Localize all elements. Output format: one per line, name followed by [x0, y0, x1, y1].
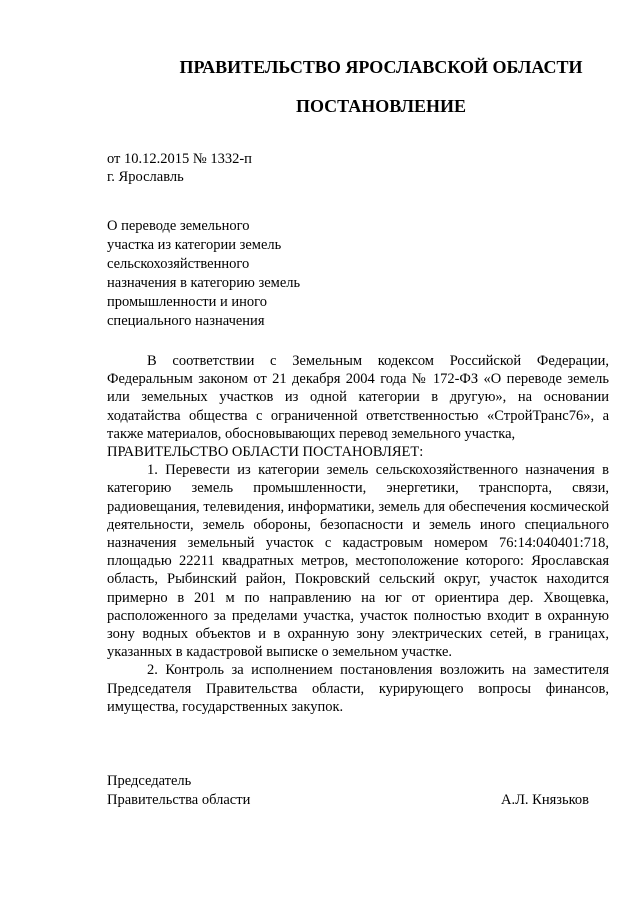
subject-line: О переводе земельного — [107, 218, 250, 234]
city: г. Ярославль — [107, 169, 184, 185]
signatory-title-line1: Председатель — [107, 773, 192, 789]
resolution-heading: ПРАВИТЕЛЬСТВО ОБЛАСТИ ПОСТАНОВЛЯЕТ: — [107, 444, 424, 461]
signatory-title-line2: Правительства области — [107, 792, 251, 808]
government-title: ПРАВИТЕЛЬСТВО ЯРОСЛАВСКОЙ ОБЛАСТИ — [179, 57, 583, 77]
document-body — [107, 352, 609, 716]
date-number: от 10.12.2015 № 1332-п — [107, 151, 252, 167]
subject-line: сельскохозяйственного — [107, 256, 250, 272]
signatory-name: А.Л. Князьков — [500, 792, 589, 808]
preamble-paragraph: В соответствии с Земельным кодексом Российской Федерации, Федеральным законом от 21 декабря 2004 года № 172-ФЗ «О переводе земель или земельных участков из одной категории в другую», на основании ходатайства общества с ограниченной ответственностью «СтройТранс76», а также материалов, обосновывающих перевод земельного участка, — [107, 353, 609, 442]
subject-block — [107, 217, 300, 331]
signature-block — [107, 772, 609, 810]
subject-line: промышленности и иного — [107, 294, 268, 310]
subject-line: назначения в категорию земель — [107, 275, 301, 291]
document-type-title: ПОСТАНОВЛЕНИЕ — [295, 96, 467, 116]
subject-line: специального назначения — [107, 313, 265, 329]
item-2-paragraph: 2. Контроль за исполнением постановления возложить на заместителя Председателя Правительства области, курирующего вопросы финансов, имущества, государственных закупок. — [107, 662, 609, 715]
subject-line: участка из категории земель — [107, 237, 282, 253]
document-meta — [107, 150, 252, 186]
item-1-paragraph: 1. Перевести из категории земель сельскохозяйственного назначения в категорию земель промышленности, энергетики, транспорта, связи, радиовещания, телевидения, информатики, земель для обеспечения космической деятельности, земель обороны, безопасности и земель иного специального назначения земельный участок с кадастровым номером 76:14:040401:718, площадью 22211 квадратных метров, местоположение которого: Ярославская область, Рыбинский район, Покровский сельский округ, участок находится примерно в 201 м по направлению на юг от ориентира дер. Хвощевка, расположенного за пределами участка, участок полностью входит в охранную зону водных объектов и в охранную зону электрических сетей, в границах, указанных в кадастровой выписке о земельном участке. — [107, 462, 609, 661]
